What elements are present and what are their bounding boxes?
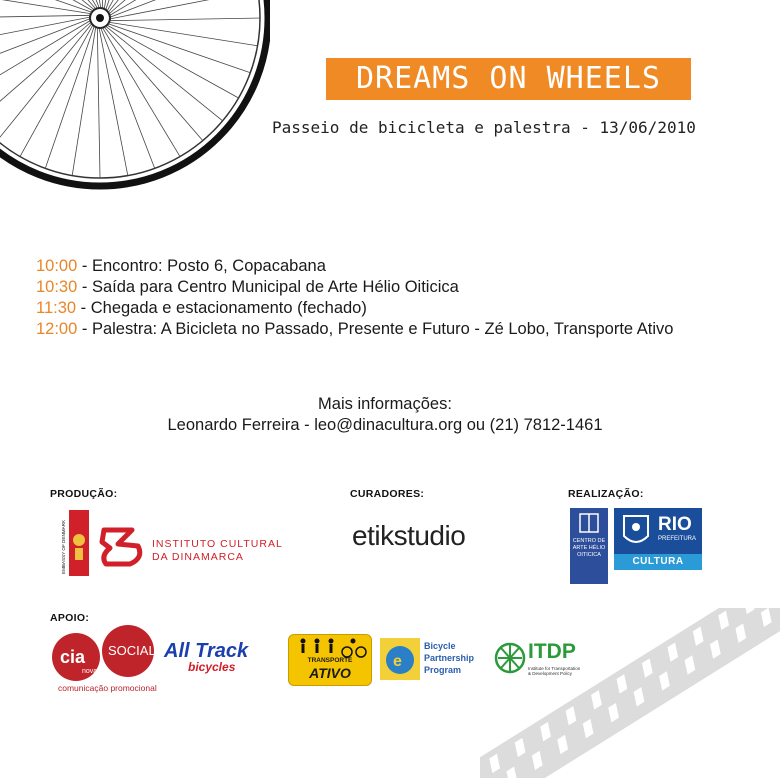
instituto-cultural-logo — [98, 524, 298, 568]
realizacao-label: REALIZAÇÃO: — [568, 488, 644, 500]
rio-prefeitura: PREFEITURA — [658, 536, 697, 542]
embassy-of-denmark-logo — [55, 510, 89, 576]
schedule-desc: - Saída para Centro Municipal de Arte Hélio Oiticica — [77, 278, 459, 296]
schedule-time: 10:00 — [36, 257, 78, 275]
bpp-emblem-icon — [378, 636, 424, 684]
bpp-line: Partnership — [424, 653, 475, 663]
etikstudio-logo: etikstudio — [352, 520, 466, 551]
all-track-text: All Track — [164, 640, 249, 662]
schedule-time: 10:30 — [36, 278, 78, 296]
instituto-country: DA DINAMARCA — [152, 551, 244, 563]
instituto-emblem-icon — [98, 524, 148, 568]
embassy-text: EMBASSY OF DENMARK — [61, 519, 66, 574]
info-contact: Leonardo Ferreira - leo@dinacultura.org ou (21) 7812-1461 — [167, 416, 603, 434]
pedestrians-cyclist-icon — [289, 637, 371, 659]
centro-helio-oiticica-logo — [570, 508, 608, 584]
cia-nova-social-logo — [50, 625, 158, 695]
itdp-emblem-icon — [494, 640, 526, 676]
schedule — [36, 256, 673, 340]
event-title: DREAMS ON WHEELS — [356, 61, 661, 96]
svg-text:e: e — [393, 653, 402, 670]
centro-emblem-icon — [570, 510, 608, 538]
bpp-text — [424, 640, 474, 676]
bicycle-partnership-program-logo — [378, 636, 486, 684]
schedule-desc: - Encontro: Posto 6, Copacabana — [77, 257, 326, 275]
schedule-item — [36, 256, 673, 277]
rio-name: RIO — [658, 514, 692, 535]
itdp-logo — [494, 640, 594, 680]
event-subtitle: Passeio de bicicleta e palestra - 13/06/2010 — [272, 118, 696, 137]
cia-social-text: SOCIAL — [108, 643, 156, 658]
bpp-line: Program — [424, 665, 462, 675]
rio-coat-of-arms-icon — [616, 510, 656, 554]
schedule-time: 11:30 — [36, 299, 77, 317]
centro-text: CENTRO DE ARTE HÉLIO OITICICA — [572, 538, 606, 558]
cia-nova-text: nova — [82, 668, 98, 675]
schedule-item — [36, 298, 673, 319]
itdp-subtitle-line: Institute for Transportation — [528, 666, 581, 671]
tire-track-decoration — [480, 608, 780, 778]
transporte-text: TRANSPORTE — [307, 657, 353, 664]
schedule-desc: - Palestra: A Bicicleta no Passado, Presente e Futuro - Zé Lobo, Transporte Ativo — [77, 320, 674, 338]
cia-subtitle: comunicação promocional — [58, 683, 157, 693]
title-banner — [326, 58, 691, 100]
schedule-item — [36, 319, 673, 340]
itdp-subtitle — [528, 666, 580, 676]
schedule-item — [36, 277, 673, 298]
cia-text: cia — [60, 647, 86, 667]
bicycle-wheel-illustration — [0, 0, 270, 200]
bpp-line: Bicycle — [424, 641, 456, 651]
transporte-ativo-logo — [288, 634, 372, 686]
all-track-bicycles-logo — [160, 640, 280, 680]
producao-label: PRODUÇÃO: — [50, 488, 118, 500]
rio-prefeitura-logo — [614, 508, 702, 570]
cia-nova-social-emblem-icon — [50, 625, 158, 683]
rio-cultura: CULTURA — [614, 554, 702, 570]
itdp-subtitle-line: & Development Policy — [528, 671, 573, 676]
schedule-desc: - Chegada e estacionamento (fechado) — [76, 299, 367, 317]
info-heading: Mais informações: — [318, 395, 452, 413]
bicycles-text: bicycles — [188, 660, 236, 674]
ativo-text: ATIVO — [309, 665, 351, 681]
schedule-time: 12:00 — [36, 320, 78, 338]
more-info — [0, 394, 770, 436]
curadores-label: CURADORES: — [350, 488, 425, 500]
instituto-name: INSTITUTO CULTURAL — [152, 538, 283, 550]
apoio-label: APOIO: — [50, 612, 90, 624]
itdp-name: ITDP — [528, 640, 576, 663]
